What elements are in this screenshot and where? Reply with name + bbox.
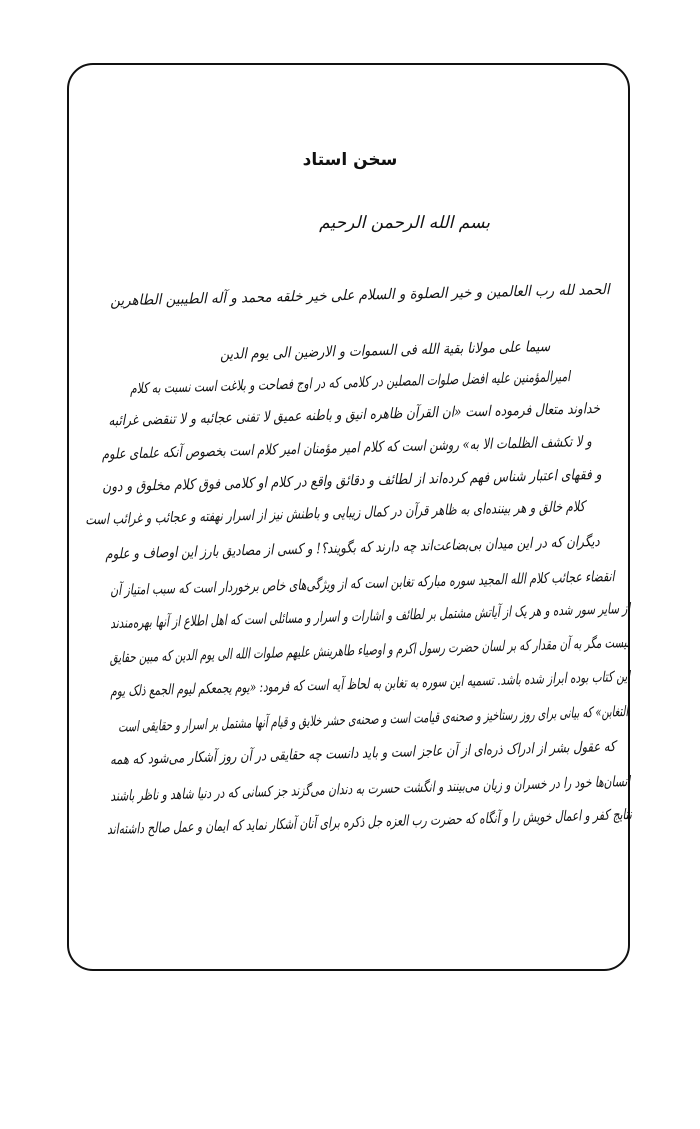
- text-line: نیست مگر به آن مقدار که بر لسان حضرت رسول اکرم و اوصیاء طاهرینش علیهم صلوات الله الی یوم الدین که مبین حقایق: [110, 635, 631, 667]
- text-line: که عقول بشر از ادراک ذره‌ای از آن عاجز است و باید دانست چه حقایقی در آن روز آشکار می‌شود که همه: [109, 739, 616, 769]
- text-line: و فقهای اعتبار شناس فهم کرده‌اند از لطائف و دقائق واقع در کلام او کلامی فوق کلام مخلوق و دون: [102, 467, 603, 496]
- text-line: انسان‌ها خود را در خسران و زیان می‌بینند و انگشت حسرت به دندان می‌گزند جز کسانی که در دنیا شاهد و ناظر باشند: [110, 774, 631, 805]
- page-title: سخن استاد: [302, 150, 398, 170]
- text-line: التغابن» که بیانی برای روز رستاخیز و صحنه‌ی قیامت است و صحنه‌ی حشر خلایق و قیام آنها مشتمل بر اسرار و حقایقی است: [117, 704, 629, 736]
- text-line: سیما علی مولانا بقیة الله فی السموات و الارضین الی یوم الدین: [219, 339, 551, 364]
- text-line: و لا تکشف الظلمات الا به» روشن است که کلام امیر مؤمنان امیر کلام است بخصوص آنکه علمای علوم: [102, 434, 593, 463]
- text-line: خداوند متعال فرموده است «ان القرآن ظاهره انیق و باطنه عمیق لا تفنی عجائبه و لا تنقضی غرائبه: [108, 401, 601, 430]
- text-line: نتایج کفر و اعمال خویش را و آنگاه که حضرت رب العزه جل ذکره برای آنان آشکار نماید که ایمان و عمل صالح داشته‌اند: [107, 807, 633, 839]
- text-line: این کتاب بوده ابراز شده باشد. تسمیه این سوره به تغابن به لحاظ آیه است که فرمود: «یوم یجمعکم لیوم الجمع ذلک یوم: [110, 669, 631, 701]
- text-line: دیگران که در این میدان بی‌بضاعت‌اند چه دارند که بگویند؟! و کسی از مصادیق بارز این اوصاف و علوم: [105, 534, 601, 563]
- text-line: الحمد لله رب العالمین و خیر الصلوة و السلام علی خیر خلقه محمد و آله الطیبین الطاهرین: [110, 282, 611, 310]
- text-line: کلام خالق و هر بیننده‌ای به ظاهر قرآن در کمال زیبایی و باطنش نیز از اسرار نهفته و عجائب و غرائب است: [85, 499, 586, 529]
- basmala: بسم الله الرحمن الرحیم: [319, 213, 490, 233]
- text-line: انقضاء عجائب کلام الله المجید سوره مبارکه تغابن است که از ویژگی‌های خاص برخوردار است که سبب امتیاز آن: [110, 569, 616, 600]
- text-line: از سایر سور شده و هر یک از آیاتش مشتمل بر لطائف و اشارات و اسرار و مسائلی است که اهل اطلاع از آنها بهره‌مندند: [109, 601, 631, 633]
- text-line: امیرالمؤمنین علیه افضل صلوات المصلین در کلامی که در اوج فصاحت و بلاغت است نسبت به کلام: [129, 369, 571, 398]
